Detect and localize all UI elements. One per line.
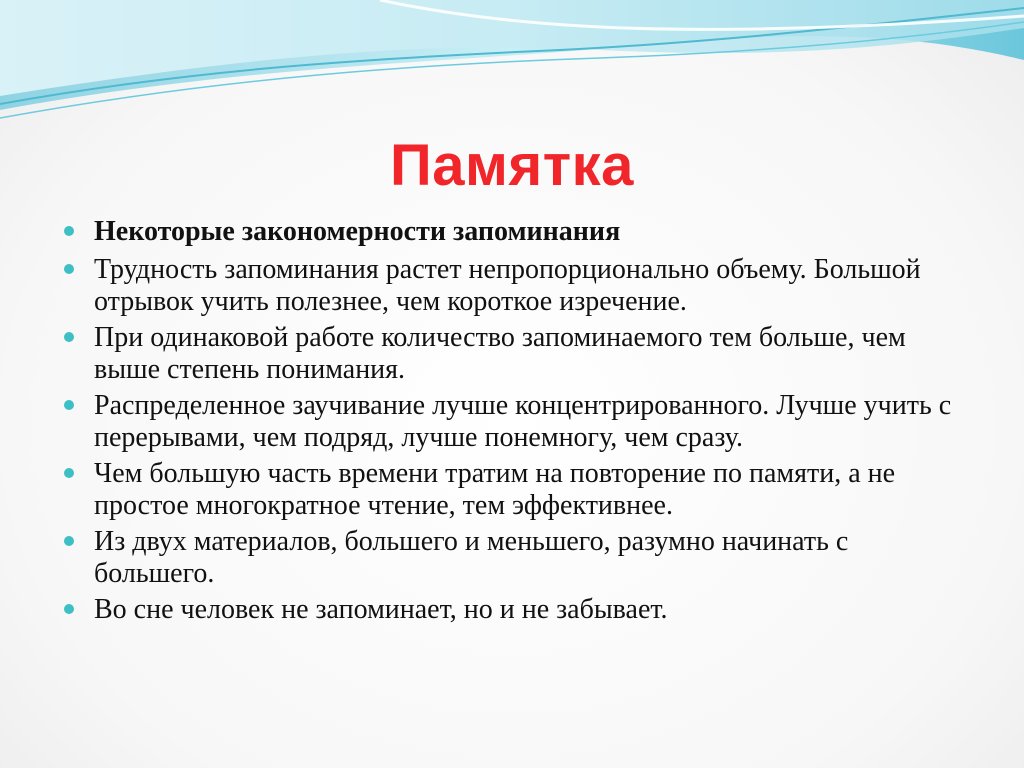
- list-item: [62, 594, 962, 626]
- bullet-icon: [64, 536, 74, 546]
- list-item: [62, 390, 962, 454]
- list-item: [62, 458, 962, 522]
- list-item: [62, 526, 962, 590]
- bullet-icon: [64, 400, 74, 410]
- list-item-text: Трудность запоминания растет непропорционально объему. Большой отрывок учить полезнее, чем короткое изречение.: [94, 254, 921, 317]
- list-item-text: При одинаковой работе количество запоминаемого тем больше, чем выше степень понимания.: [94, 322, 906, 385]
- bullet-icon: [64, 604, 74, 614]
- bullet-list: [62, 216, 962, 630]
- list-item-text: Из двух материалов, большего и меньшего, разумно начинать с большего.: [94, 526, 849, 589]
- bullet-icon: [64, 468, 74, 478]
- slide-title: Памятка: [390, 133, 634, 198]
- bullet-icon: [64, 226, 74, 236]
- list-item: [62, 254, 962, 318]
- list-item: [62, 216, 962, 248]
- list-item-text: Чем большую часть времени тратим на повторение по памяти, а не простое многократное чтение, тем эффективнее.: [94, 458, 896, 521]
- list-item: [62, 322, 962, 386]
- list-item-text: Распределенное заучивание лучше концентрированного. Лучше учить с перерывами, чем подряд, лучше понемногу, чем сразу.: [94, 390, 952, 453]
- wave-decoration: [0, 0, 1024, 130]
- list-item-text: Во сне человек не запоминает, но и не забывает.: [94, 594, 668, 625]
- list-item-text: Некоторые закономерности запоминания: [94, 216, 621, 247]
- bullet-icon: [64, 264, 74, 274]
- bullet-icon: [64, 332, 74, 342]
